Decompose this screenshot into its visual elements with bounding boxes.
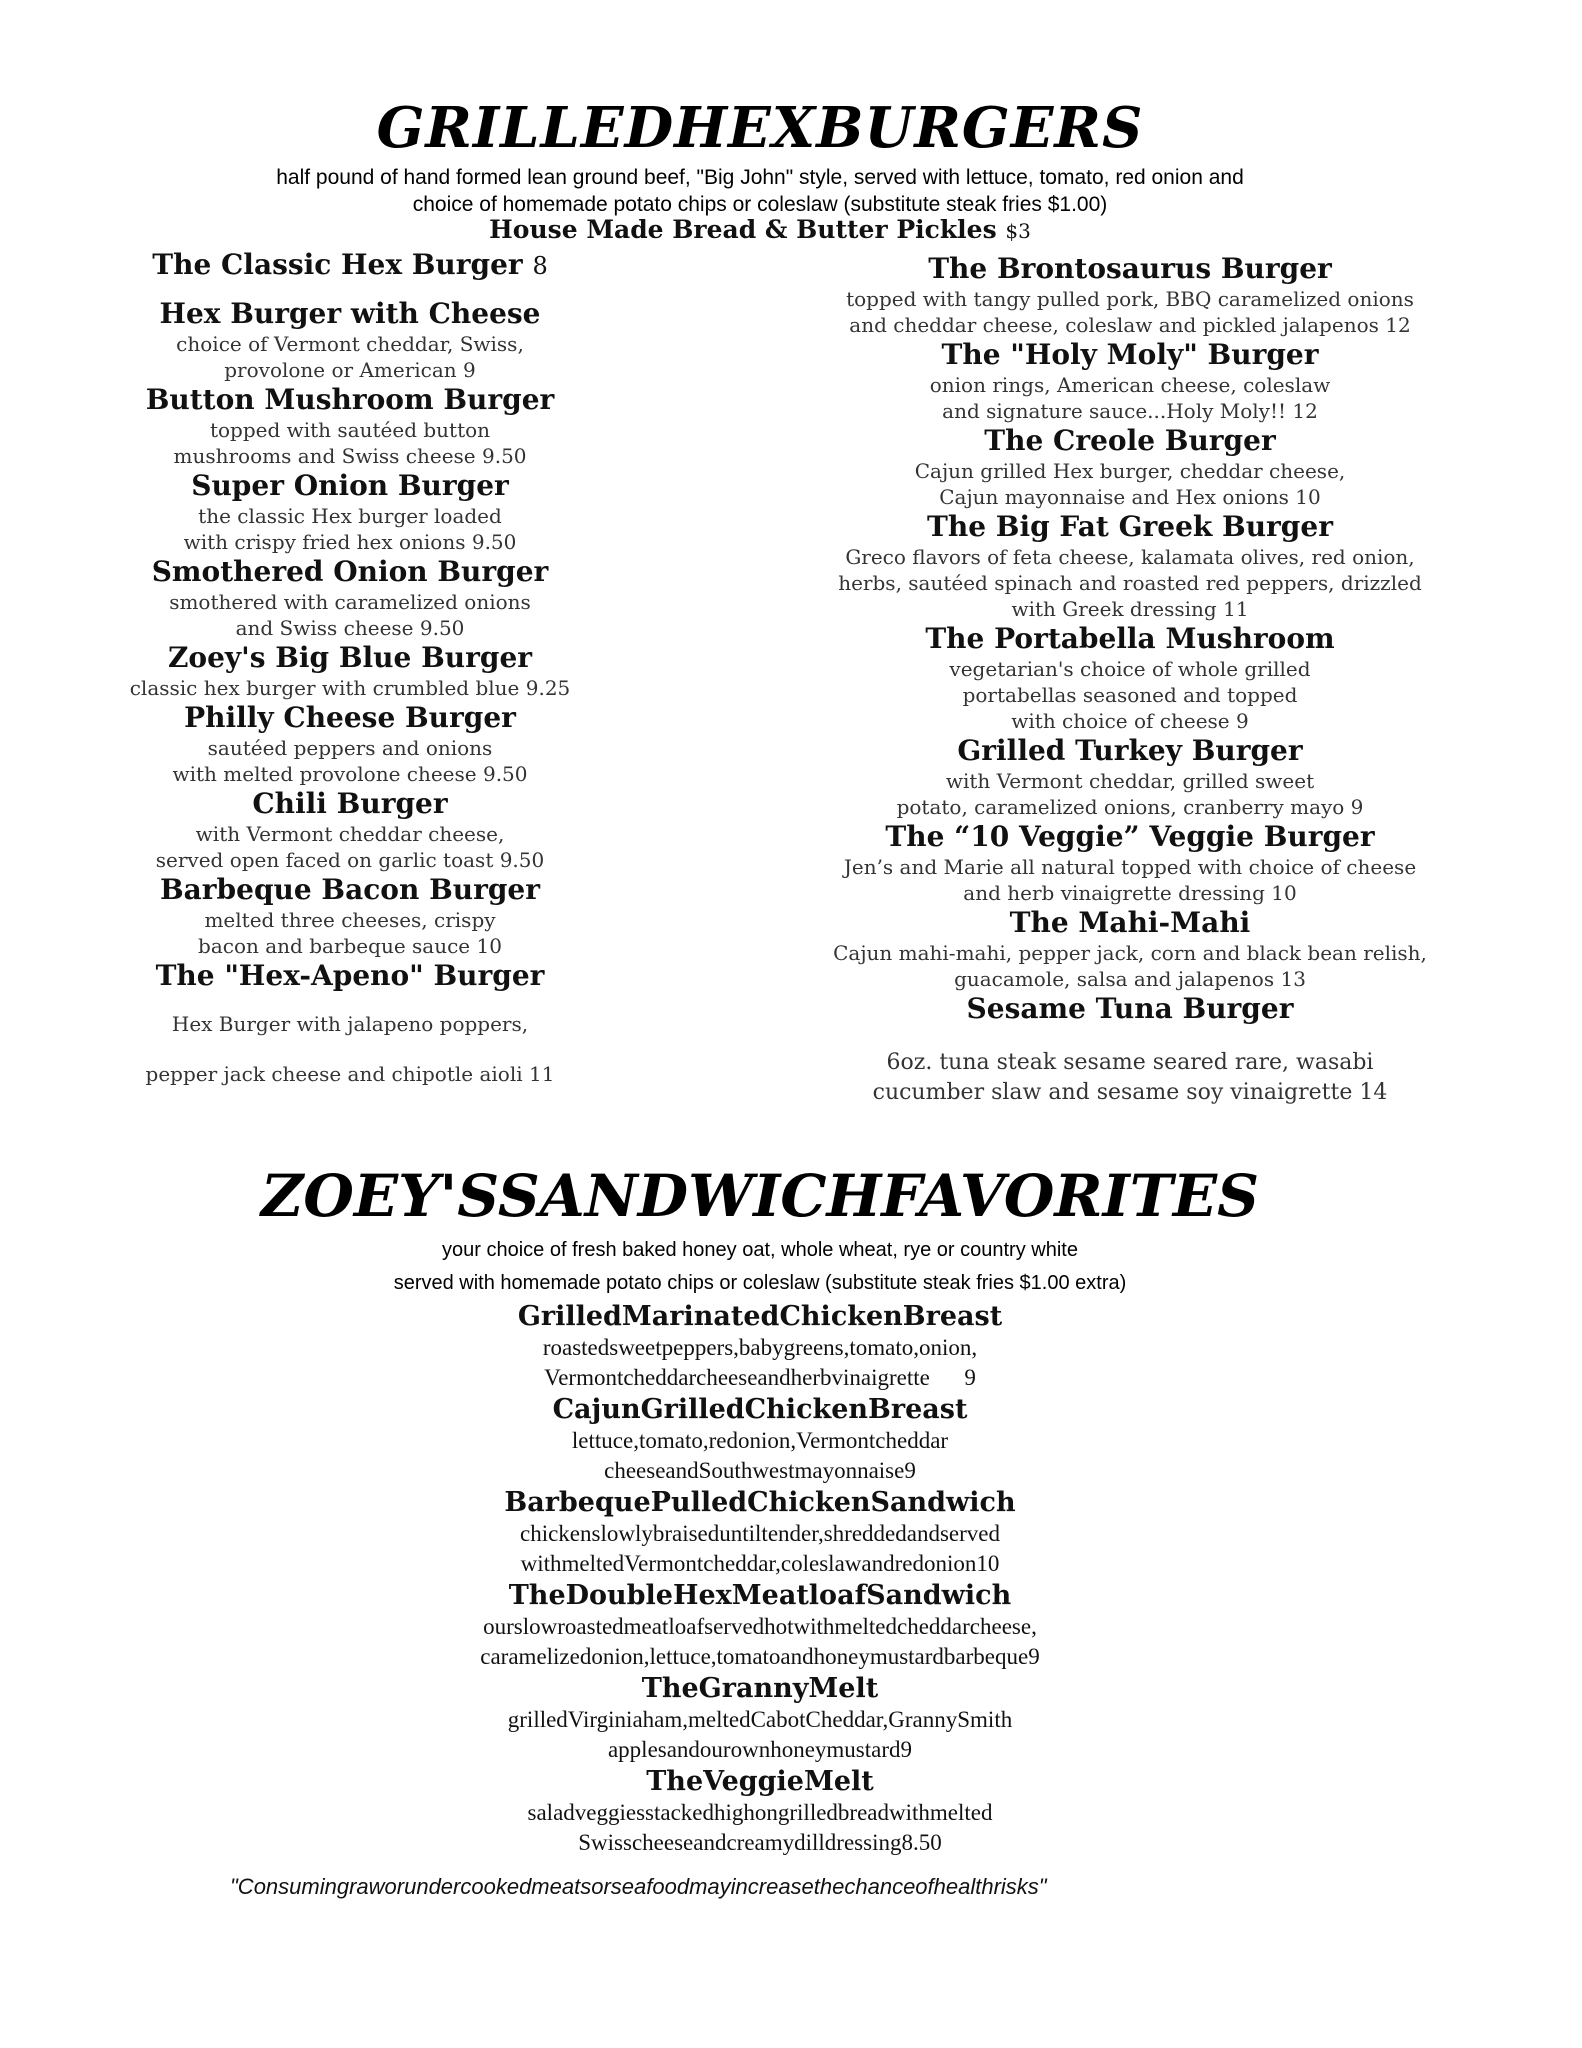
menu-item bbox=[50, 383, 650, 469]
menu-item bbox=[50, 873, 650, 959]
menu-item-desc-line: served open faced on garlic toast 9.50 bbox=[155, 848, 545, 872]
burgers-left-column bbox=[50, 248, 650, 1087]
sandwich-desc-line: saladveggiesstackedhighongrilledbreadwithmelted bbox=[527, 1800, 993, 1825]
menu-item-desc bbox=[50, 331, 650, 383]
menu-item-name: The Mahi-Mahi bbox=[1009, 906, 1251, 939]
menu-item-desc bbox=[790, 940, 1470, 992]
menu-item-desc-line: potato, caramelized onions, cranberry mayo 9 bbox=[896, 795, 1364, 819]
menu-item-name: The "Holy Moly" Burger bbox=[941, 338, 1319, 371]
menu-item-desc bbox=[790, 372, 1470, 424]
sandwich-name: TheGrannyMelt bbox=[641, 1673, 879, 1704]
menu-item-desc-line: vegetarian's choice of whole grilled bbox=[949, 657, 1311, 681]
sandwich-item bbox=[260, 1486, 1260, 1579]
menu-item-desc-line: herbs, sautéed spinach and roasted red peppers, drizzled bbox=[838, 571, 1422, 595]
menu-item-title: The Classic Hex Burger bbox=[152, 248, 523, 281]
menu-item bbox=[790, 252, 1470, 338]
menu-item-desc-line: and cheddar cheese, coleslaw and pickled jalapenos 12 bbox=[849, 313, 1411, 337]
menu-item-desc-line: with choice of cheese 9 bbox=[1011, 709, 1249, 733]
menu-item-desc bbox=[50, 907, 650, 959]
sandwich-name: TheVeggieMelt bbox=[646, 1766, 874, 1797]
sandwich-desc-line: Vermontcheddarcheeseandherbvinaigrette 9 bbox=[544, 1365, 976, 1390]
menu-item-name: Grilled Turkey Burger bbox=[957, 734, 1303, 767]
menu-item-name: The Big Fat Greek Burger bbox=[927, 510, 1333, 543]
menu-item bbox=[790, 906, 1470, 992]
menu-item-desc-line: 6oz. tuna steak sesame seared rare, wasabi bbox=[886, 1050, 1374, 1075]
menu-item-price: 8 bbox=[532, 252, 548, 280]
sandwich-item bbox=[260, 1579, 1260, 1672]
sandwich-item bbox=[260, 1765, 1260, 1858]
pickles-item bbox=[0, 215, 1520, 244]
menu-item-name: The "Hex-Apeno" Burger bbox=[155, 959, 545, 992]
menu-item-desc-line: bacon and barbeque sauce 10 bbox=[198, 934, 502, 958]
sandwich-desc-line: lettuce,tomato,redonion,Vermontcheddar bbox=[571, 1428, 949, 1453]
sandwich-desc-line: roastedsweetpeppers,babygreens,tomato,onion, bbox=[542, 1335, 978, 1360]
menu-item-name: Hex Burger with Cheese bbox=[159, 297, 541, 330]
menu-item-desc-line: with melted provolone cheese 9.50 bbox=[172, 762, 528, 786]
sandwich-desc-line: caramelizedonion,lettuce,tomatoandhoneymustardbarbeque9 bbox=[480, 1644, 1040, 1669]
menu-item-desc-line: with crispy fried hex onions 9.50 bbox=[183, 530, 517, 554]
sandwich-desc-line: chickenslowlybraiseduntiltender,shreddedandserved bbox=[519, 1521, 1000, 1546]
menu-item bbox=[50, 555, 650, 641]
sandwich-desc-line: applesandourownhoneymustard9 bbox=[607, 1737, 913, 1762]
menu-item-desc-line: and herb vinaigrette dressing 10 bbox=[963, 881, 1297, 905]
menu-item bbox=[50, 248, 650, 283]
menu-item-name: The Brontosaurus Burger bbox=[928, 252, 1332, 285]
menu-item-desc-line: sautéed peppers and onions bbox=[207, 736, 493, 760]
menu-item-desc bbox=[790, 768, 1470, 820]
menu-item bbox=[790, 622, 1470, 734]
menu-item-name: The “10 Veggie” Veggie Burger bbox=[885, 820, 1375, 853]
menu-item-desc-line: topped with sautéed button bbox=[209, 418, 491, 442]
menu-item-name: Chili Burger bbox=[252, 787, 448, 820]
menu-item-desc-line: onion rings, American cheese, coleslaw bbox=[929, 373, 1331, 397]
menu-item bbox=[50, 959, 650, 1087]
menu-item-desc-line: topped with tangy pulled pork, BBQ caramelized onions bbox=[846, 287, 1414, 311]
sandwiches-intro-line-2: served with homemade potato chips or coleslaw (substitute steak fries $1.00 extra) bbox=[393, 1272, 1127, 1294]
menu-item-desc-line: Jen’s and Marie all natural topped with choice of cheese bbox=[843, 855, 1417, 879]
pickles-price: $3 bbox=[1005, 219, 1031, 243]
sandwich-name: CajunGrilledChickenBreast bbox=[552, 1394, 968, 1425]
menu-item-name: Smothered Onion Burger bbox=[151, 555, 549, 588]
menu-item-name: Zoey's Big Blue Burger bbox=[167, 641, 533, 674]
menu-item-desc bbox=[790, 656, 1470, 734]
menu-item-desc-line: melted three cheeses, crispy bbox=[204, 908, 496, 932]
menu-item-desc-line: Cajun mahi-mahi, pepper jack, corn and black bean relish, bbox=[833, 941, 1427, 965]
burgers-right-column bbox=[790, 252, 1470, 1108]
sandwich-name: GrilledMarinatedChickenBreast bbox=[517, 1301, 1003, 1332]
menu-item-name: Philly Cheese Burger bbox=[184, 701, 516, 734]
menu-item-desc-line: smothered with caramelized onions bbox=[169, 590, 531, 614]
menu-item bbox=[790, 734, 1470, 820]
sandwiches-title: ZOEY'SSANDWICHFAVORITES bbox=[261, 1162, 1259, 1230]
menu-item-name: Sesame Tuna Burger bbox=[966, 992, 1294, 1025]
sandwich-item bbox=[260, 1672, 1260, 1765]
sandwich-desc-line: withmeltedVermontcheddar,coleslawandredonion10 bbox=[520, 1551, 1000, 1576]
burgers-intro-line-2: choice of homemade potato chips or coleslaw (substitute steak fries $1.00) bbox=[412, 193, 1108, 216]
menu-item bbox=[50, 641, 650, 701]
menu-item-desc bbox=[790, 286, 1470, 338]
menu-item bbox=[790, 510, 1470, 622]
sandwich-item bbox=[260, 1393, 1260, 1486]
burgers-intro bbox=[0, 164, 1520, 218]
menu-item-desc-line: Cajun mayonnaise and Hex onions 10 bbox=[939, 485, 1321, 509]
health-disclaimer: "Consumingraworundercookedmeatsorseafoodmayincreasethechanceofhealthrisks" bbox=[230, 1874, 1047, 1899]
burgers-title: GRILLEDHEXBURGERS bbox=[376, 95, 1144, 161]
menu-item-desc bbox=[50, 589, 650, 641]
menu-item-desc-line: mushrooms and Swiss cheese 9.50 bbox=[173, 444, 527, 468]
sandwiches-list bbox=[260, 1300, 1260, 1858]
menu-item bbox=[790, 424, 1470, 510]
menu-item-desc bbox=[790, 854, 1470, 906]
menu-item-desc-line: Hex Burger with jalapeno poppers, bbox=[171, 1012, 529, 1036]
menu-item-desc-line: provolone or American 9 bbox=[224, 358, 476, 382]
menu-item-desc bbox=[50, 675, 650, 701]
sandwiches-intro-line-1: your choice of fresh baked honey oat, whole wheat, rye or country white bbox=[442, 1239, 1078, 1261]
menu-item-desc-line: choice of Vermont cheddar, Swiss, bbox=[176, 332, 524, 356]
pickles-label: House Made Bread & Butter Pickles bbox=[489, 215, 997, 244]
sandwich-desc-line: grilledVirginiaham,meltedCabotCheddar,GrannySmith bbox=[507, 1707, 1013, 1732]
menu-item-desc bbox=[790, 458, 1470, 510]
sandwich-name: BarbequePulledChickenSandwich bbox=[504, 1487, 1016, 1518]
menu-item bbox=[50, 701, 650, 787]
menu-item bbox=[790, 338, 1470, 424]
sandwich-item bbox=[260, 1300, 1260, 1393]
menu-item bbox=[50, 787, 650, 873]
menu-item-name: The Portabella Mushroom bbox=[925, 622, 1335, 655]
menu-item-desc-line: and Swiss cheese 9.50 bbox=[235, 616, 465, 640]
menu-item-desc-line: guacamole, salsa and jalapenos 13 bbox=[954, 967, 1306, 991]
menu-item-desc-line: pepper jack cheese and chipotle aioli 11 bbox=[145, 1062, 555, 1086]
sandwich-desc-line: Swisscheeseandcreamydilldressing8.50 bbox=[578, 1830, 942, 1855]
menu-item-desc bbox=[50, 417, 650, 469]
menu-item-desc-line: with Greek dressing 11 bbox=[1011, 597, 1249, 621]
menu-item bbox=[790, 992, 1470, 1108]
menu-item-desc bbox=[790, 544, 1470, 622]
menu-item-desc bbox=[790, 1048, 1470, 1108]
menu-item-desc-line: with Vermont cheddar cheese, bbox=[195, 822, 505, 846]
sandwiches-intro bbox=[0, 1234, 1520, 1300]
sandwich-name: TheDoubleHexMeatloafSandwich bbox=[508, 1580, 1012, 1611]
burgers-intro-line-1: half pound of hand formed lean ground beef, "Big John" style, served with lettuce, tomato, red onion and bbox=[276, 166, 1244, 189]
menu-item-name bbox=[50, 248, 650, 283]
menu-item-desc-line: portabellas seasoned and topped bbox=[962, 683, 1298, 707]
menu-item-name: The Creole Burger bbox=[984, 424, 1276, 457]
menu-item-desc bbox=[50, 735, 650, 787]
menu-item bbox=[790, 820, 1470, 906]
menu-item-name: Button Mushroom Burger bbox=[145, 383, 555, 416]
sandwich-desc-line: cheeseandSouthwestmayonnaise9 bbox=[604, 1458, 916, 1483]
menu-item-desc bbox=[50, 821, 650, 873]
menu-item-desc-line: with Vermont cheddar, grilled sweet bbox=[945, 769, 1315, 793]
menu-item-desc-line: and signature sauce...Holy Moly!! 12 bbox=[942, 399, 1318, 423]
menu-item-desc-line: cucumber slaw and sesame soy vinaigrette 14 bbox=[872, 1080, 1388, 1105]
menu-item-desc-line: Cajun grilled Hex burger, cheddar cheese, bbox=[914, 459, 1346, 483]
menu-item-desc-line: the classic Hex burger loaded bbox=[198, 504, 502, 528]
menu-item bbox=[50, 297, 650, 383]
menu-item-desc-line: Greco flavors of feta cheese, kalamata olives, red onion, bbox=[845, 545, 1415, 569]
menu-item-name: Super Onion Burger bbox=[191, 469, 509, 502]
menu-item-desc bbox=[50, 1011, 650, 1087]
sandwich-desc-line: ourslowroastedmeatloafservedhotwithmeltedcheddarcheese, bbox=[483, 1614, 1037, 1639]
menu-item-desc-line: classic hex burger with crumbled blue 9.25 bbox=[129, 676, 571, 700]
menu-item-desc bbox=[50, 503, 650, 555]
menu-item-name: Barbeque Bacon Burger bbox=[159, 873, 540, 906]
menu-item bbox=[50, 469, 650, 555]
